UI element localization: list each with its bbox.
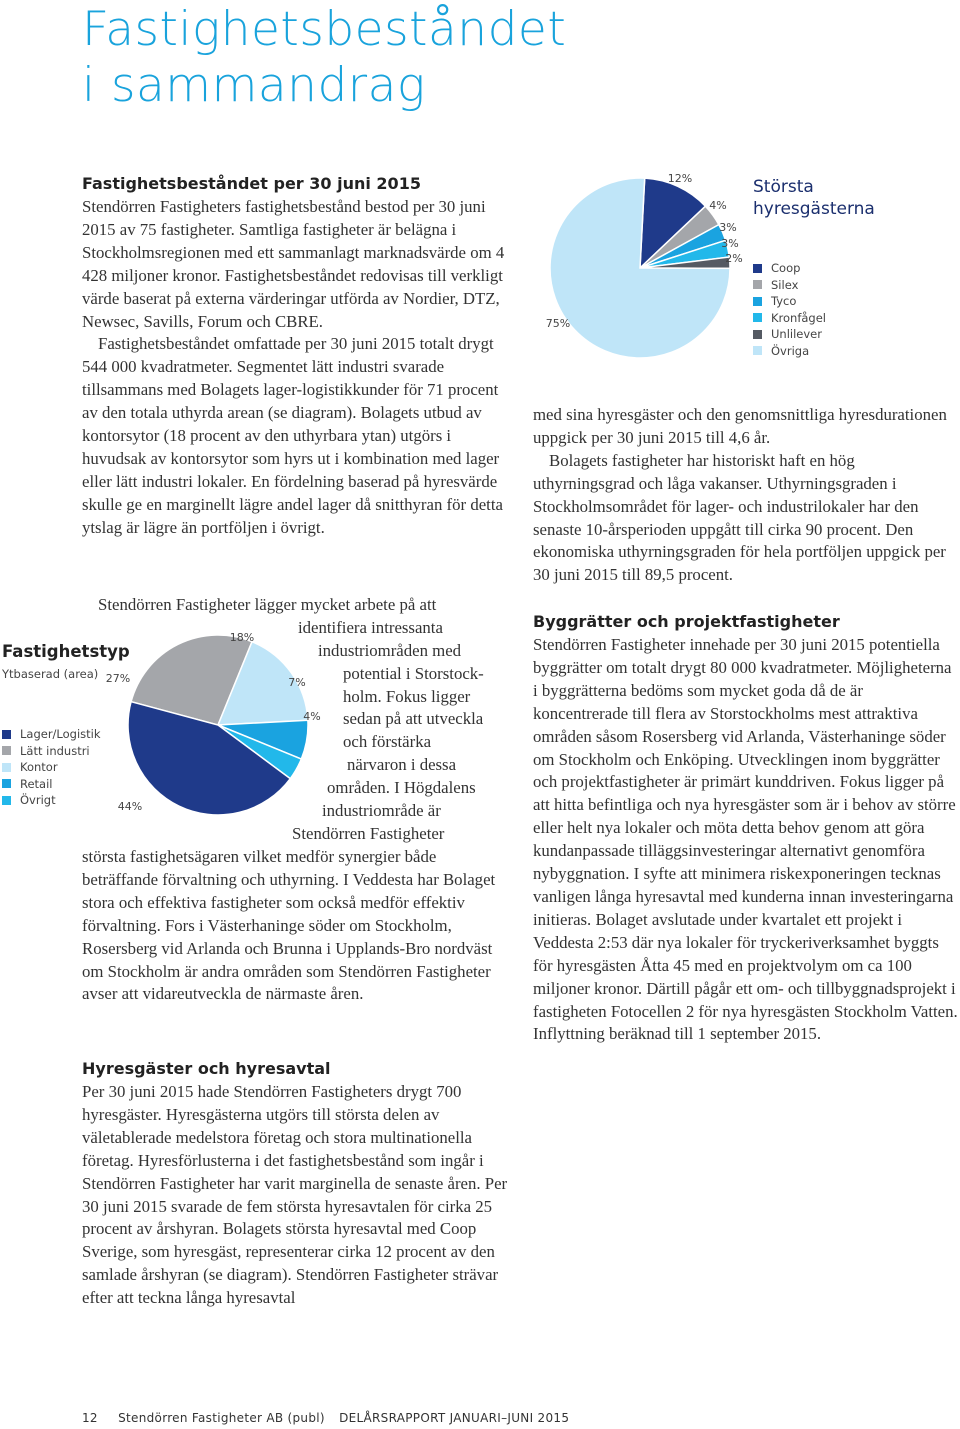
legend-swatch [753,330,762,339]
text-line: och förstärka [343,732,432,752]
text-line: Stendörren Fastigheter lägger mycket arbete på att [98,595,437,614]
pie-chart-hyresgaster [540,165,760,365]
section-heading-byggratter: Byggrätter och projektfastigheter [533,612,840,631]
section-heading-fastighetsbestandet: Fastighetsbeståndet per 30 juni 2015 [82,174,421,193]
legend-item [2,759,101,776]
legend-label: Tyco [771,294,797,308]
legend-item [753,260,826,277]
footer-report: DELÅRSRAPPORT JANUARI–JUNI 2015 [339,1411,570,1425]
legend-label: Retail [20,776,53,791]
section3-text: Stendörren Fastigheter innehade per 30 juni 2015 potentiella byggrätter om totalt drygt 80 000 kvadratmeter. Möjligheterna i byggrätterna bedöms som mycket goda då de är koncentrerade till flera av Storstockholms mest attraktiva områden såsom Rosersberg vid Arlanda, Västerhaninge söder om Stockholm och Enköping. Utvecklingen inom byggrätter och projektfastigheter är primärt kunddriven. Fokus ligger på att hitta befintliga och nya hyresgäster som är i behov av större eller helt nya lokaler och möta detta behov genom att göra kundanpassade tilläggsinvesteringar alternativt genomföra nybyggnation. I syfte att minimera riskexponeringen tecknas vanligen långa hyresavtal med kunderna innan investeringarna initieras. Bolaget avslutade under kvartalet ett projekt i Veddesta 2:53 där nya lokaler för tryckeriverksamhet byggts för hyresgästen Åtta 45 med en projektvolym om ca 100 miljoner kronor. Därtill pågår ett om- och tillbyggnadsprojekt i fastigheten Fotocellen 2 för nya hyresgästen Stockholm Vatten. Inflyttning beräknad till 1 september 2015. [533,635,958,1044]
footer-company: Stendörren Fastigheter AB (publ) [118,1411,325,1425]
pie-label: 12% [667,172,693,185]
legend-label: Kronfågel [771,310,827,325]
text-line: holm. Fokus ligger [343,686,471,706]
legend-swatch [2,730,11,739]
pie-label: 27% [105,672,131,685]
legend-item [753,343,826,360]
page-title-line1: Fastighetsbeståndet [82,2,567,57]
pie-label: 4% [303,710,321,723]
legend-item [2,776,101,793]
text-line: identifiera intressanta [298,617,443,637]
legend-item [2,743,101,760]
legend-item [2,792,101,809]
pie-label: 44% [117,800,143,813]
text-line: industriområde är [322,801,441,821]
legend-label: Silex [771,277,799,292]
legend-swatch [753,346,762,355]
legend-label: Unlilever [771,327,822,341]
legend-swatch [753,313,762,322]
legend-swatch [2,796,11,805]
legend-swatch [753,280,762,289]
section2-text: Per 30 juni 2015 hade Stendörren Fastigheters drygt 700 hyresgäster. Hyresgästerna utgörs till största delen av väletablerade medelstora företag och stora multinationella företag. Hyresförlusterna i det fastighetsbestånd som ingår i Stendörren Fastigheter har varit marginella de senaste åren. Per 30 juni 2015 svarade de fem största hyresavtalen för cirka 25 procent av årshyran. Bolagets största hyresavtal med Coop Sverige, som hyresgäst, representerar cirka 12 procent av den samlade årshyran (se diagram). Stendörren Fastigheter strävar efter att teckna långa hyresavtal [82,1082,508,1308]
paragraph: Fastighetsbeståndet omfattade per 30 juni 2015 totalt drygt 544 000 kvadratmeter. Segmentet lätt industri svarade tillsammans med Bolagets lager-logistikkunder för 71 procent av den totala uthyrda arean (se diagram). Bolagets utbud av kontorsytor (18 procent av den uthyrbara ytan) utgörs i huvudsak av kontorsytor som hyrs ut i kombination med lager eller lätt industri lokaler. En fördelning baserad på hyresvärde skulle ge en marginellt lägre andel lager då snitthyran för detta ytslag är lägre än portföljen i övrigt. [82,334,503,537]
legend-item [753,310,826,327]
legend-label: Övrigt [20,793,56,807]
section2-continuation [533,404,959,587]
legend-item [753,293,826,310]
chart-title-storsta-hyresgasterna: Största hyresgästerna [753,177,875,219]
pie-label: 4% [709,199,727,212]
pie-label: 3% [721,237,739,250]
page-number: 12 [82,1411,98,1425]
text-line: potential i Storstock- [343,663,484,683]
legend-label: Kontor [20,760,58,774]
pie-label: 18% [229,631,255,644]
legend-item [2,726,101,743]
paragraph: med sina hyresgäster och den genomsnittliga hyresdurationen uppgick per 30 juni 2015 till 4,6 år. [533,405,947,447]
legend-swatch [2,746,11,755]
text-line: närvaron i dessa [347,755,457,775]
chart-subtitle: Ytbaserad (area) [2,667,99,681]
paragraph: Bolagets fastigheter har historiskt haft en hög uthyrningsgrad och låga vakanser. Uthyrningsgraden i Stockholmsområdet för lager- och industrilokaler har den senaste 10-årsperioden uppgått till cirka 90 procent. Den ekonomiska uthyrningsgraden för hela portföljen uppgick per 30 juni 2015 till 89,5 procent. [533,450,946,585]
page-footer [82,1411,569,1425]
legend-label: Coop [771,261,801,275]
text-line: områden. I Högdalens [327,778,476,798]
chart-title-fastighetstyp: Fastighetstyp [2,642,130,661]
chart-legend-fastighetstyp [2,726,101,809]
legend-item [753,326,826,343]
section1-text [82,196,508,540]
paragraph: Stendörren Fastigheters fastighetsbestånd bestod per 30 juni 2015 av 75 fastigheter. Samtliga fastigheter är belägna i Stockholmsregionen med ett sammanlagt marknadsvärde om 4 428 miljoner kronor. Fastighetsbeståndet redovisas till verkligt värde baserat på externa värderingar utförda av Nordier, DTZ, Newsec, Savills, Forum och CBRE. [82,197,505,331]
pie-label: 75% [545,317,571,330]
legend-label: Lager/Logistik [20,727,101,741]
pie-label: 3% [719,221,737,234]
text-line: Stendörren Fastigheter [292,823,445,843]
legend-item [753,277,826,294]
legend-swatch [2,779,11,788]
pie-label: 2% [725,252,743,265]
page-title-line2: i sammandrag [82,58,426,113]
chart-legend-hyresgaster [753,260,826,359]
text-line: sedan på att utveckla [343,709,484,729]
legend-label: Övriga [771,343,810,358]
legend-swatch [753,297,762,306]
section1-continuation: största fastighetsägaren vilket medför synergier både beträffande förvaltning och uthyrning. I Veddesta har Bolaget stora och effektiva fastigheter som också medför effektiv förvaltning. Fors i Västerhaninge söder om Stockholm, Rosersberg vid Arlanda och Brunna i Upplands-Bro nordväst om Stockholm är andra områden som Stendörren Fastigheter avser att vidareutveckla de närmaste åren. [82,847,496,1004]
legend-label: Lätt industri [20,743,90,758]
legend-swatch [2,763,11,772]
section-heading-hyresgaster: Hyresgäster och hyresavtal [82,1059,331,1078]
page-title [82,2,942,114]
pie-label: 7% [288,676,306,689]
pie-chart-fastighetstyp [100,620,321,820]
text-line: industriområden med [318,640,462,660]
legend-swatch [753,264,762,273]
